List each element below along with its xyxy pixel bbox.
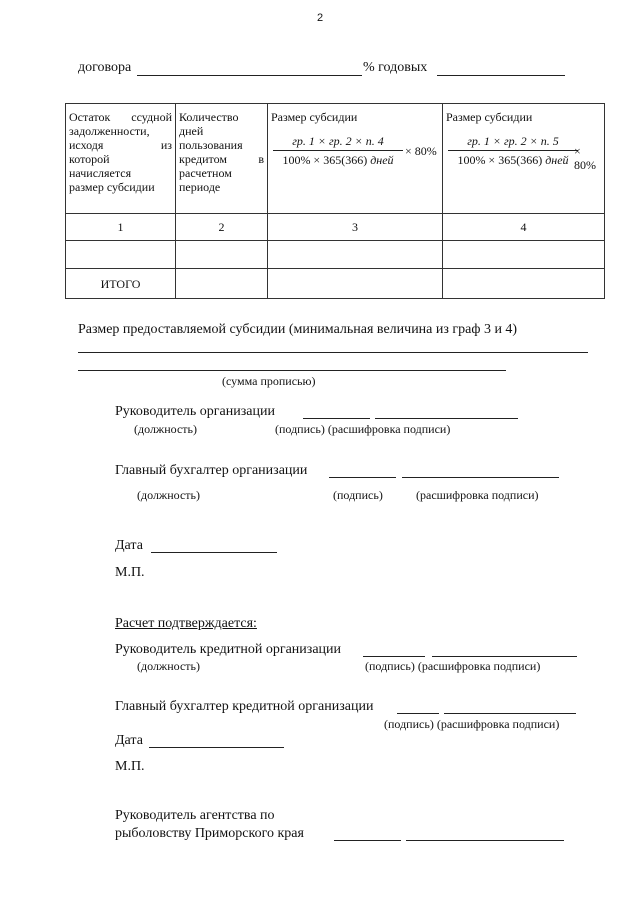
org-accountant-sign-caption: (подпись) <box>333 488 383 502</box>
formula-col3 <box>271 134 439 184</box>
subsidy-words-line[interactable] <box>78 370 506 371</box>
formula-denominator <box>273 151 403 167</box>
agency-head-label-line1: Руководитель агентства по <box>115 808 275 823</box>
contract-number-line[interactable] <box>137 75 362 76</box>
formula-denominator-prefix: 100% × 365(366) <box>282 153 368 167</box>
table-cell[interactable] <box>176 241 268 269</box>
header-line: Размер субсидии <box>271 110 358 124</box>
formula-denominator-prefix: 100% × 365(366) <box>457 153 543 167</box>
header-line: размер субсидии <box>69 180 155 194</box>
seal-label: М.П. <box>115 565 145 580</box>
formula-col4 <box>446 134 601 184</box>
bank-head-signature-line[interactable] <box>363 656 425 657</box>
header-line: Размер субсидии <box>446 110 533 124</box>
formula-denominator-suffix: дней <box>545 153 569 167</box>
header-line: пользования <box>179 138 243 152</box>
agency-head-signature-line[interactable] <box>334 840 401 841</box>
header-line: расчетном <box>179 166 232 180</box>
header-cell-subsidy-3 <box>268 104 443 214</box>
header-line: которой <box>69 152 110 166</box>
subsidy-amount-line[interactable] <box>78 352 588 353</box>
header-line: начисляется <box>69 166 132 180</box>
bank-accountant-signature-line[interactable] <box>397 713 439 714</box>
header-line: Остаток ссудной <box>69 110 172 124</box>
header-cell-days <box>176 104 268 214</box>
bank-head-sign-caption: (подпись) (расшифровка подписи) <box>365 659 541 673</box>
subsidy-label: Размер предоставляемой субсидии (минимальная величина из граф 3 и 4) <box>78 322 518 337</box>
table-cell[interactable] <box>268 241 443 269</box>
header-cell-loan-balance <box>66 104 176 214</box>
org-accountant-position-caption: (должность) <box>137 488 200 502</box>
org-head-label: Руководитель организации <box>115 404 275 419</box>
table-cell[interactable] <box>66 241 176 269</box>
page-number: 2 <box>316 12 324 24</box>
formula-fraction <box>273 134 403 167</box>
bank-head-position-caption: (должность) <box>137 659 200 673</box>
org-accountant-decode-caption: (расшифровка подписи) <box>416 488 539 502</box>
header-line: Количество <box>179 110 239 124</box>
column-number: 1 <box>66 214 176 241</box>
rate-value-line[interactable] <box>437 75 565 76</box>
total-label: ИТОГО <box>66 269 176 299</box>
header-line: периоде <box>179 180 221 194</box>
table-cell[interactable] <box>443 241 605 269</box>
subsidy-calculation-table <box>65 103 605 299</box>
formula-denominator-suffix: дней <box>370 153 394 167</box>
bank-accountant-sign-caption: (подпись) (расшифровка подписи) <box>384 717 560 731</box>
column-number: 3 <box>268 214 443 241</box>
seal-label: М.П. <box>115 759 145 774</box>
agency-head-name-line[interactable] <box>406 840 564 841</box>
bank-head-label: Руководитель кредитной организации <box>115 642 342 657</box>
rate-label: % годовых <box>363 60 428 75</box>
header-cell-subsidy-4 <box>443 104 605 214</box>
org-head-sign-caption: (подпись) (расшифровка подписи) <box>275 422 451 436</box>
date-line[interactable] <box>149 747 284 748</box>
header-line: исходя из <box>69 138 172 152</box>
column-number: 4 <box>443 214 605 241</box>
org-accountant-signature-line[interactable] <box>329 477 396 478</box>
org-head-name-line[interactable] <box>375 418 518 419</box>
table-header-row <box>66 104 605 214</box>
table-row <box>66 241 605 269</box>
header-line: дней <box>179 124 204 138</box>
formula-multiplier: × 80% <box>405 144 437 158</box>
column-number: 2 <box>176 214 268 241</box>
agency-head-label-line2: рыболовству Приморского края <box>115 826 304 841</box>
table-cell[interactable] <box>268 269 443 299</box>
subsidy-words-caption: (сумма прописью) <box>222 374 316 388</box>
org-accountant-name-line[interactable] <box>402 477 559 478</box>
bank-accountant-name-line[interactable] <box>444 713 576 714</box>
formula-multiplier: × 80% <box>574 144 596 172</box>
date-line[interactable] <box>151 552 277 553</box>
formula-fraction <box>448 134 578 167</box>
bank-accountant-label: Главный бухгалтер кредитной организации <box>115 699 374 714</box>
table-cell[interactable] <box>443 269 605 299</box>
org-accountant-label: Главный бухгалтер организации <box>115 463 308 478</box>
formula-denominator <box>448 151 578 167</box>
table-cell[interactable] <box>176 269 268 299</box>
total-row <box>66 269 605 299</box>
date-label: Дата <box>115 538 143 553</box>
org-head-signature-line[interactable] <box>303 418 370 419</box>
header-line: задолженности, <box>69 124 150 138</box>
org-head-position-caption: (должность) <box>134 422 197 436</box>
date-label: Дата <box>115 733 143 748</box>
formula-numerator: гр. 1 × гр. 2 × п. 4 <box>273 134 403 151</box>
confirm-label: Расчет подтверждается: <box>115 616 257 631</box>
bank-head-name-line[interactable] <box>432 656 577 657</box>
header-line: кредитом в <box>179 152 264 166</box>
column-number-row <box>66 214 605 241</box>
contract-label: договора <box>78 60 132 75</box>
formula-numerator: гр. 1 × гр. 2 × п. 5 <box>448 134 578 151</box>
